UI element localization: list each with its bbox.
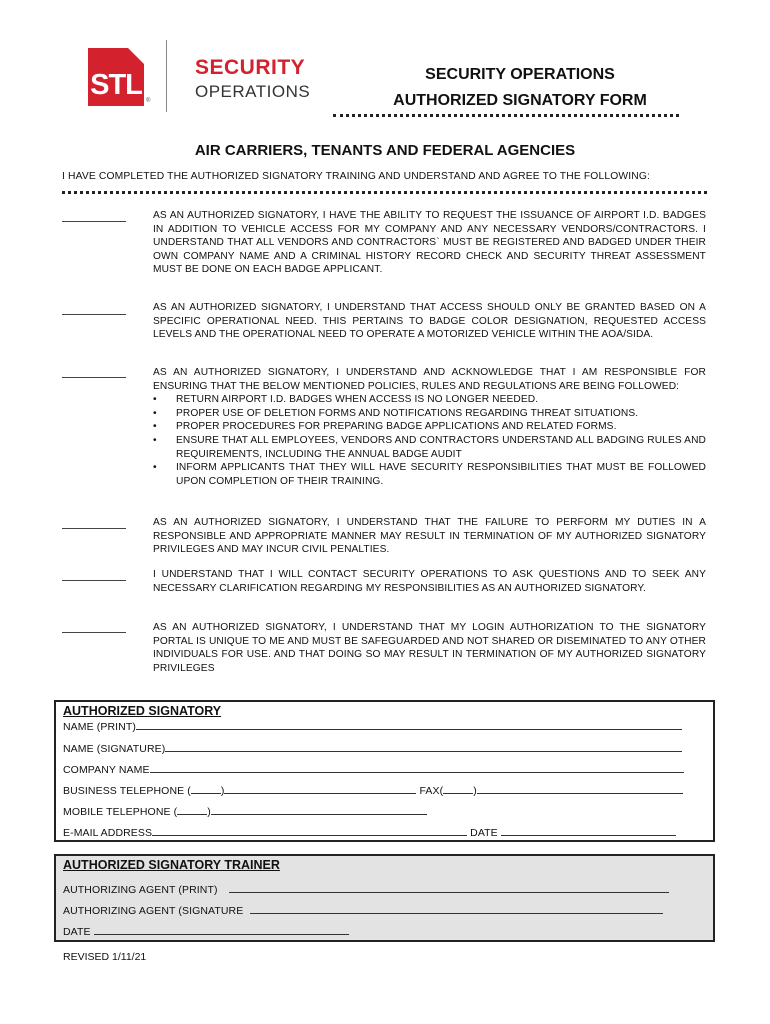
logo-operations-text: OPERATIONS: [195, 82, 311, 101]
stl-logo: [88, 48, 144, 106]
email-row: [63, 825, 676, 839]
statement-3: [153, 366, 706, 488]
mobile-area-code-field[interactable]: [177, 804, 207, 815]
intro-dotted-rule: [62, 191, 707, 194]
company-row: [63, 762, 684, 776]
title-dotted-rule: [333, 114, 679, 117]
signatory-box-title: AUTHORIZED SIGNATORY: [63, 704, 222, 718]
signatory-date-field[interactable]: [501, 825, 676, 836]
initial-line-4[interactable]: [62, 528, 126, 529]
section-title: AIR CARRIERS, TENANTS AND FEDERAL AGENCIES: [194, 142, 576, 159]
name-print-label: NAME (PRINT): [63, 721, 136, 733]
stl-logo-text: STL: [90, 69, 142, 101]
business-phone-field[interactable]: [224, 783, 416, 794]
name-signature-row: [63, 741, 682, 755]
trainer-date-label: DATE: [63, 926, 91, 938]
agent-print-row: [63, 882, 669, 896]
agent-signature-field[interactable]: [250, 903, 663, 914]
agent-print-field[interactable]: [229, 882, 669, 893]
name-signature-field[interactable]: [165, 741, 682, 752]
trainer-date-field[interactable]: [94, 924, 349, 935]
initial-line-5[interactable]: [62, 580, 126, 581]
statement-3-text: AS AN AUTHORIZED SIGNATORY, I UNDERSTAND AND ACKNOWLEDGE THAT I AM RESPONSIBLE FOR ENSURING THAT THE BELOW MENTIONED POLICIES, RULES AND REGULATIONS ARE BEING FOLLOWED:: [153, 367, 706, 392]
company-field[interactable]: [150, 762, 684, 773]
logo-divider: [166, 40, 167, 112]
trainer-box-title: AUTHORIZED SIGNATORY TRAINER: [63, 858, 280, 872]
initial-line-1[interactable]: [62, 221, 126, 222]
name-signature-label: NAME (SIGNATURE): [63, 743, 166, 755]
fax-field[interactable]: [477, 783, 683, 794]
statement-6: AS AN AUTHORIZED SIGNATORY, I UNDERSTAND THAT MY LOGIN AUTHORIZATION TO THE SIGNATORY PORTAL IS UNIQUE TO ME AND MUST BE SAFEGUARDED AND NOT SHARED OR DISEMINATED TO ANY OTHER INDIVIDUALS FOR USE. AND THAT DOING SO MAY RESULT IN TERMINATION OF MY AUTHORIZED SIGNATORY PRIVILEGES: [153, 622, 706, 674]
company-label: COMPANY NAME: [63, 764, 150, 776]
paren-close: ): [207, 806, 211, 818]
statement-1: AS AN AUTHORIZED SIGNATORY, I HAVE THE ABILITY TO REQUEST THE ISSUANCE OF AIRPORT I.D. BADGES IN ADDITION TO VEHICLE ACCESS FOR MY COMPANY AND ANY NECESSARY VENDORS/CONTRACTORS. I UNDERSTAND THAT ALL VENDORS AND CONTRACTORS` MUST BE REGISTERED AND BADGED UNDER THEIR OWN COMPANY NAME AND A CRIMINAL HISTORY RECORD CHECK AND SECURITY THREAT ASSESSMENT MUST BE DONE ON EACH BADGE APPLICANT.: [153, 210, 706, 276]
policy-item: • RETURN AIRPORT I.D. BADGES WHEN ACCESS IS NO LONGER NEEDED.: [153, 393, 706, 407]
name-print-field[interactable]: [136, 719, 682, 730]
trainer-date-row: [63, 924, 349, 938]
intro-statement: I HAVE COMPLETED THE AUTHORIZED SIGNATORY TRAINING AND UNDERSTAND AND AGREE TO THE FOLLOWING:: [62, 171, 651, 182]
policy-item: • INFORM APPLICANTS THAT THEY WILL HAVE SECURITY RESPONSIBILITIES THAT MUST BE FOLLOWED UPON COMPLETION OF THEIR TRAINING.: [153, 461, 706, 488]
business-phone-row: [63, 783, 683, 797]
initial-line-6[interactable]: [62, 632, 126, 633]
statement-4: AS AN AUTHORIZED SIGNATORY, I UNDERSTAND THAT THE FAILURE TO PERFORM MY DUTIES IN A RESPONSIBLE AND APPROPRIATE MANNER MAY RESULT IN TERMINATION OF MY AUTHORIZED SIGNATORY PRIVILEGES AND MAY INCUR CIVIL PENALTIES.: [153, 517, 706, 556]
agent-signature-label: AUTHORIZING AGENT (SIGNATURE: [63, 905, 244, 917]
mobile-phone-label: MOBILE TELEPHONE (: [63, 806, 178, 818]
logo-security-text: SECURITY: [195, 56, 306, 79]
statement-2: AS AN AUTHORIZED SIGNATORY, I UNDERSTAND THAT ACCESS SHOULD ONLY BE GRANTED BASED ON A SPECIFIC OPERATIONAL NEED. THIS PERTAINS TO BADGE COLOR DESIGNATION, REQUESTED ACCESS LEVELS AND THE OPERATIONAL NEED TO OPERATE A MOTORIZED VEHICLE WITHIN THE AOA/SIDA.: [153, 302, 706, 341]
policy-item: • PROPER USE OF DELETION FORMS AND NOTIFICATIONS REGARDING THREAT SITUATIONS.: [153, 407, 706, 421]
agent-print-label: AUTHORIZING AGENT (PRINT): [63, 884, 218, 896]
policy-list: [153, 393, 706, 488]
paren-close: ): [220, 785, 225, 797]
form-title-line1: SECURITY OPERATIONS: [425, 66, 615, 83]
mobile-phone-field[interactable]: [211, 804, 427, 815]
statement-5: I UNDERSTAND THAT I WILL CONTACT SECURITY OPERATIONS TO ASK QUESTIONS AND TO SEEK ANY NECESSARY CLARIFICATION REGARDING MY RESPONSIBILITIES AS AN AUTHORIZED SIGNATORY.: [153, 569, 706, 594]
email-field[interactable]: [152, 825, 467, 836]
revision-date: REVISED 1/11/21: [63, 951, 147, 963]
initial-line-3[interactable]: [62, 377, 126, 378]
policy-item: • PROPER PROCEDURES FOR PREPARING BADGE APPLICATIONS AND RELATED FORMS.: [153, 420, 706, 434]
name-print-row: [63, 719, 682, 733]
policy-item: • ENSURE THAT ALL EMPLOYEES, VENDORS AND CONTRACTORS UNDERSTAND ALL BADGING RULES AND REQUIREMENTS, INCLUDING THE ANNUAL BADGE AUDIT: [153, 434, 706, 461]
mobile-phone-row: [63, 804, 427, 818]
fax-label: FAX(: [419, 785, 444, 797]
paren-close: ): [473, 785, 477, 797]
form-title-line2: AUTHORIZED SIGNATORY FORM: [393, 92, 647, 109]
email-label: E-MAIL ADDRESS: [63, 827, 153, 839]
business-area-code-field[interactable]: [191, 783, 221, 794]
business-phone-label: BUSINESS TELEPHONE (: [63, 785, 191, 797]
initial-line-2[interactable]: [62, 314, 126, 315]
registered-mark: ®: [146, 98, 151, 104]
fax-area-code-field[interactable]: [443, 783, 473, 794]
agent-signature-row: [63, 903, 663, 917]
signatory-date-label: DATE: [470, 827, 498, 839]
